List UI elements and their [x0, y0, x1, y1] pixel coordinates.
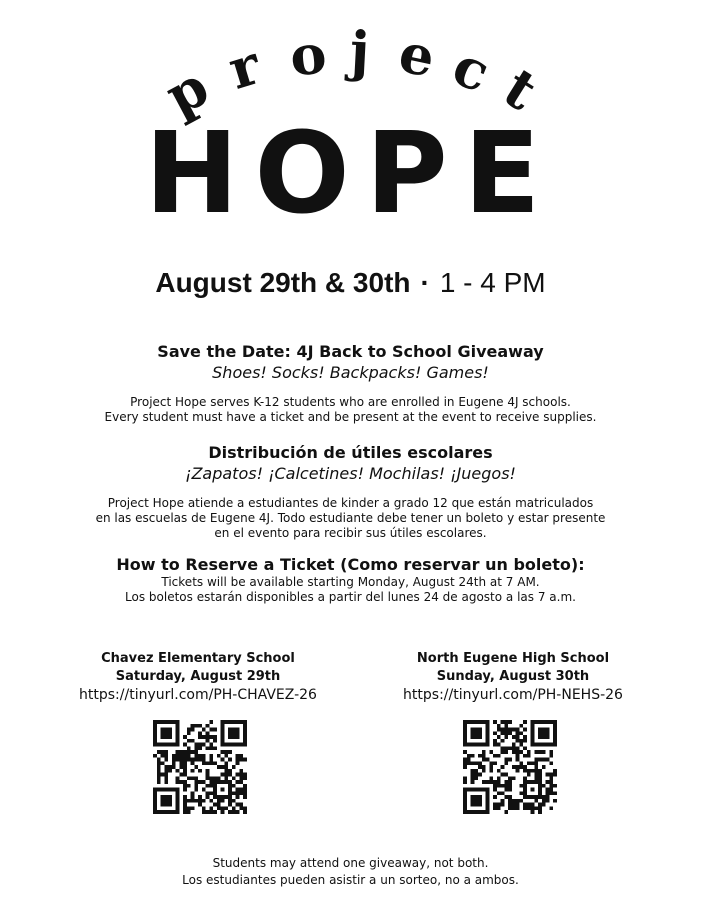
title-letter: j	[348, 18, 372, 84]
hope-title: HOPE	[144, 109, 557, 239]
title-letter: e	[393, 20, 441, 90]
school-name: North Eugene High School	[416, 651, 610, 666]
location-north-eugene	[363, 650, 663, 704]
event-time: 1 - 4 PM	[439, 267, 546, 298]
ticket-link[interactable]: https://tinyurl.com/PH-NEHS-26	[403, 687, 623, 703]
title-letter: t	[492, 55, 549, 123]
reserve-section	[0, 555, 701, 605]
footer-line-2: Los estudiantes pueden asistir a un sorteo, no a ambos.	[182, 873, 519, 887]
qr-code-chavez[interactable]	[153, 720, 247, 814]
title-letter: c	[444, 33, 499, 105]
title-letter: r	[221, 32, 268, 102]
location-chavez	[48, 650, 348, 704]
event-dates: August 29th & 30th	[155, 267, 411, 298]
footer-note	[0, 855, 701, 889]
spanish-heading: Distribución de útiles escolares	[208, 443, 493, 462]
spanish-line-2: en las escuelas de Eugene 4J. Todo estudiante debe tener un boleto y estar presente	[95, 511, 606, 525]
english-section	[0, 342, 701, 425]
reserve-line-1: Tickets will be available starting Monday, August 24th at 7 AM.	[161, 575, 540, 589]
reserve-heading: How to Reserve a Ticket (Como reservar un boleto):	[116, 555, 585, 574]
event-day: Sunday, August 30th	[436, 669, 590, 684]
english-line-2: Every student must have a ticket and be present at the event to receive supplies.	[104, 410, 597, 424]
ticket-link[interactable]: https://tinyurl.com/PH-CHAVEZ-26	[79, 687, 317, 703]
title-letter: o	[286, 21, 330, 89]
english-line-1: Project Hope serves K-12 students who are enrolled in Eugene 4J schools.	[130, 395, 571, 409]
english-tagline: Shoes! Socks! Backpacks! Games!	[212, 363, 489, 382]
event-day: Saturday, August 29th	[115, 669, 281, 684]
footer-line-1: Students may attend one giveaway, not both.	[212, 856, 489, 870]
spanish-section	[0, 443, 701, 541]
school-name: Chavez Elementary School	[101, 651, 295, 666]
spanish-line-3: en el evento para recibir sus útiles escolares.	[214, 526, 487, 540]
spanish-tagline: ¡Zapatos! ¡Calcetines! Mochilas! ¡Juegos!	[185, 464, 516, 483]
event-date-time	[0, 267, 701, 299]
date-separator: ·	[420, 267, 430, 298]
reserve-line-2: Los boletos estarán disponibles a partir del lunes 24 de agosto a las 7 a.m.	[125, 590, 576, 604]
title-letter: p	[155, 53, 219, 129]
qr-code-north-eugene[interactable]	[463, 720, 557, 814]
save-the-date-heading: Save the Date: 4J Back to School Giveaway	[157, 342, 544, 361]
spanish-line-1: Project Hope atiende a estudiantes de kinder a grado 12 que están matriculados	[107, 496, 594, 510]
